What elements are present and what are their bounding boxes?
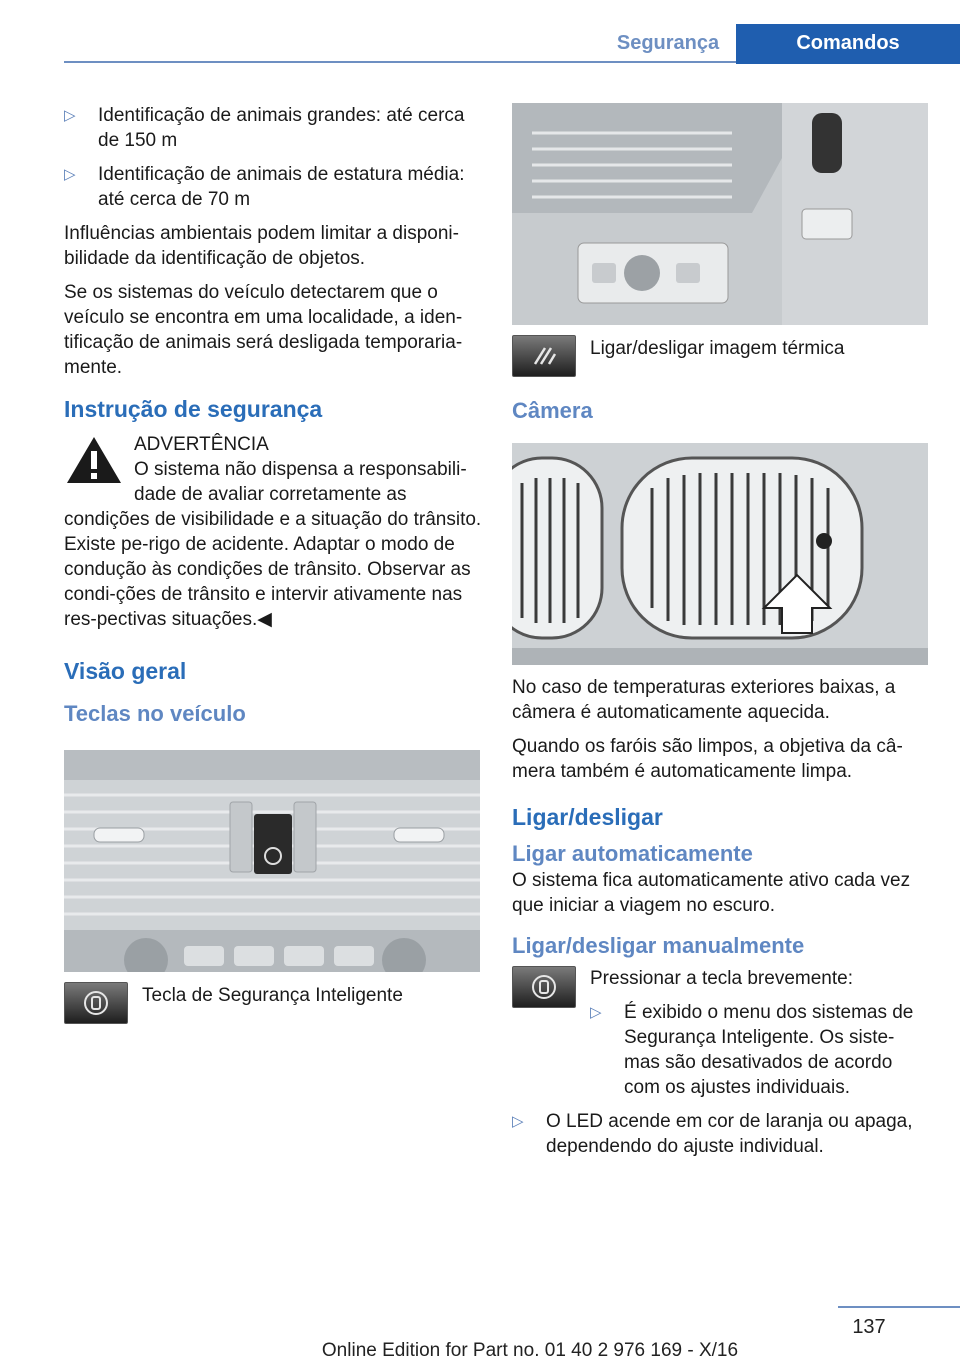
intelligent-safety-button-icon (512, 966, 576, 1008)
warning-icon (64, 434, 124, 486)
subsection-heading: Câmera (512, 398, 593, 423)
section-heading: Visão geral (64, 658, 187, 684)
triangle-bullet-icon: ▷ (590, 1004, 602, 1021)
list-item (512, 1109, 930, 1159)
header-section-tab[interactable]: Segurança (616, 32, 720, 54)
list-item (590, 1000, 930, 1100)
edition-footer: Online Edition for Part no. 01 40 2 976 169 - X/16 (321, 1340, 739, 1361)
key-caption-row (64, 982, 482, 1024)
triangle-bullet-icon: ▷ (64, 107, 76, 124)
paragraph: Influências ambientais podem limitar a disponi-bilidade da identificação de objetos. (64, 223, 459, 269)
list-item-text: Identificação de animais grandes: até cerca de 150 m (98, 105, 465, 151)
triangle-bullet-icon: ▷ (512, 1113, 524, 1130)
page-number: 137 (852, 1316, 886, 1338)
subsection-heading: Teclas no veículo (64, 701, 246, 726)
key-caption: Tecla de Segurança Inteligente (142, 985, 403, 1006)
paragraph: Quando os faróis são limpos, a objetiva da câ-mera também é automaticamente limpa. (512, 736, 903, 782)
warning-block (64, 432, 482, 632)
left-column (64, 103, 482, 1042)
thermal-image-button-icon (512, 335, 576, 377)
subsection-heading: Ligar automaticamente (512, 841, 753, 866)
manual-instruction-block (512, 966, 930, 1109)
manual-instruction-content (590, 966, 930, 1109)
list-item-text: O LED acende em cor de laranja ou apaga, dependendo do ajuste individual. (546, 1111, 913, 1157)
paragraph: O sistema fica automaticamente ativo cada vez que iniciar a viagem no escuro. (512, 870, 911, 916)
header-chapter-tab[interactable]: Comandos (736, 24, 960, 64)
thermal-caption: Ligar/desligar imagem térmica (590, 338, 845, 359)
headlight-switch-photo (512, 103, 928, 325)
list-item-text: Identificação de animais de estatura média: até cerca de 70 m (98, 164, 465, 210)
section-heading: Ligar/desligar (512, 804, 663, 830)
paragraph: Se os sistemas do veículo detectarem que o veículo se encontra em uma localidade, a iden-tificação de animais será desligada temporaria-mente. (64, 282, 463, 378)
thermal-caption-row (512, 335, 930, 377)
right-column (512, 103, 930, 1168)
list-item (64, 162, 482, 212)
footer-rule (838, 1306, 960, 1308)
triangle-bullet-icon: ▷ (64, 166, 76, 183)
paragraph: No caso de temperaturas exteriores baixas, a câmera é automaticamente aquecida. (512, 677, 896, 723)
subsection-heading: Ligar/desligar manualmente (512, 933, 805, 958)
paragraph: Pressionar a tecla brevemente: (590, 968, 853, 989)
list-item-text: É exibido o menu dos sistemas de Segurança Inteligente. Os siste-mas são desativados de acordo com os ajustes individuais. (624, 1002, 914, 1098)
list-item (64, 103, 482, 153)
warning-title: ADVERTÊNCIA (134, 434, 269, 455)
kidney-grille-camera-photo (512, 443, 928, 665)
warning-text: O sistema não dispensa a responsabili-dade de avaliar corretamente as condições de visibilidade e a situação do trânsito. Existe pe-rigo de acidente. Adaptar o modo de condução às condições de trânsito. Observar as condi-ções de trânsito e intervir ativamente nas res-pectivas situações.◀ (64, 459, 482, 630)
section-heading: Instrução de segurança (64, 396, 323, 422)
intelligent-safety-button-icon (64, 982, 128, 1024)
dashboard-vents-photo (64, 750, 480, 972)
